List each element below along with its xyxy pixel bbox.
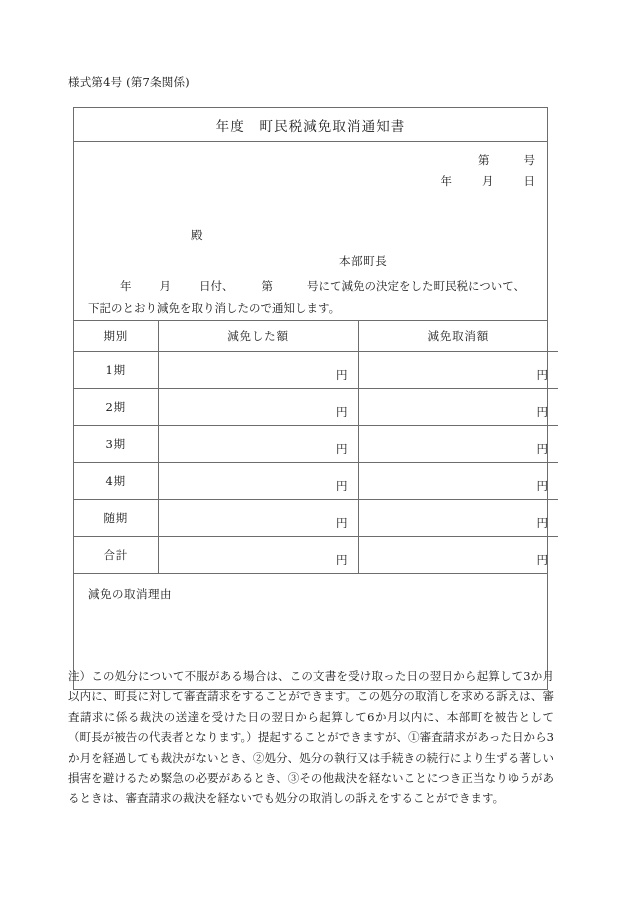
column-header-term: 期別 [74,321,158,351]
body-month-label: 月 [159,279,171,293]
currency-unit: 円 [536,441,548,456]
table-row [74,388,558,425]
table-row [74,499,558,536]
cell-total-cancelled-amount[interactable] [358,536,558,573]
currency-unit: 円 [336,404,348,419]
row-label-term: 随期 [74,499,158,536]
currency-unit: 円 [336,515,348,530]
table-row-total [74,536,558,573]
cell-cancelled-amount[interactable] [358,351,558,388]
column-header-cancelled-amount: 減免取消額 [358,321,558,351]
cell-cancelled-amount[interactable] [358,462,558,499]
cell-cancelled-amount[interactable] [358,425,558,462]
currency-unit: 円 [536,404,548,419]
row-label-term: 3期 [74,425,158,462]
amounts-table [74,321,558,573]
body-line-2: 下記のとおり減免を取り消したので通知します。 [88,301,341,315]
reason-label: 減免の取消理由 [88,587,172,601]
currency-unit: 円 [336,553,348,567]
table-row [74,351,558,388]
document-number-line [478,152,535,168]
title-row [74,108,547,142]
cell-reduced-amount[interactable] [158,388,358,425]
date-day-label: 日 [523,174,535,188]
header-block [74,142,547,321]
document-number-suffix: 号 [523,153,535,167]
row-label-term: 4期 [74,462,158,499]
cell-total-reduced-amount[interactable] [158,536,358,573]
currency-unit: 円 [336,367,348,382]
page-title: 年度 町民税減免取消通知書 [215,118,406,135]
notice-frame [73,107,548,690]
row-label-term: 1期 [74,351,158,388]
date-year-label: 年 [440,174,452,188]
addressee-honorific: 殿 [191,228,203,242]
body-day-label: 日付、 [199,279,234,293]
currency-unit: 円 [336,441,348,456]
cell-reduced-amount[interactable] [158,462,358,499]
currency-unit: 円 [336,478,348,493]
table-row [74,462,558,499]
row-label-total: 合計 [74,536,158,573]
footnote-text: 注）この処分について不服がある場合は、この文書を受け取った日の翌日から起算して3か月以内に、町長に対して審査請求をすることができます。この処分の取消しを求める訴えは、審査請求に係る裁決の送達を受けた日の翌日から起算して6か月以内に、本部町を被告として（町長が被告の代表者となります。）提起することができますが、①審査請求があった日から3か月を経過しても裁決がないとき、②処分、処分の執行又は手続きの続行により生ずる著しい損害を避けるため緊急の必要があるとき、③その他裁決を経ないことにつき正当なりゆうがあるときは、審査請求の裁決を経ないでも処分の取消しの訴えをすることができます。 [68,669,554,806]
document-number-prefix: 第 [478,153,490,167]
column-header-reduced-amount: 減免した額 [158,321,358,351]
cell-cancelled-amount[interactable] [358,499,558,536]
cell-reduced-amount[interactable] [158,499,358,536]
currency-unit: 円 [536,367,548,382]
table-header-row [74,321,558,351]
date-month-label: 月 [482,174,494,188]
row-label-term: 2期 [74,388,158,425]
currency-unit: 円 [536,553,548,567]
currency-unit: 円 [536,478,548,493]
cell-reduced-amount[interactable] [158,425,358,462]
currency-unit: 円 [536,515,548,530]
body-paragraph [88,275,535,319]
body-number-prefix: 第 [261,279,273,293]
table-row [74,425,558,462]
body-number-rest: 号にて減免の決定をした町民税について、 [307,279,526,293]
document-date-line [441,173,536,189]
cell-reduced-amount[interactable] [158,351,358,388]
cell-cancelled-amount[interactable] [358,388,558,425]
form-number: 様式第4号 (第7条関係) [68,75,190,89]
issuer-name: 本部町長 [339,254,388,268]
body-year-label: 年 [120,279,132,293]
